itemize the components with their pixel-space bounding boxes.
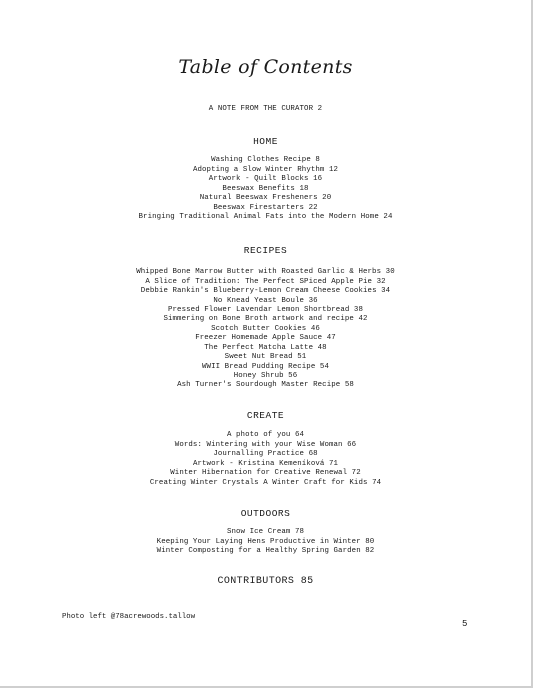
toc-entry: Beeswax Firestarters 22 — [213, 203, 318, 212]
section-heading-recipes: RECIPES — [243, 245, 288, 256]
toc-entry: Natural Beeswax Fresheners 20 — [199, 194, 332, 202]
page-title: Table of Contents — [178, 56, 353, 78]
toc-entry: Adopting a Slow Winter Rhythm 12 — [192, 165, 339, 174]
toc-entry: Simmering on Bone Broth artwork and recipe 42 — [163, 315, 368, 323]
toc-entry: The Perfect Matcha Latte 48 — [204, 343, 327, 352]
toc-entry: Artwork - Kristina Kemeníková 71 — [192, 459, 339, 468]
toc-entry: Bringing Traditional Animal Fats into the Modern Home 24 — [138, 212, 393, 221]
toc-entry: Beeswax Benefits 18 — [222, 184, 309, 193]
toc-entry: Ash Turner's Sourdough Master Recipe 58 — [177, 380, 354, 389]
toc-entry: Pressed Flower Lavendar Lemon Shortbread 38 — [167, 306, 363, 314]
toc-entry: Honey Shrub 56 — [233, 371, 298, 380]
toc-entry: Winter Hibernation for Creative Renewal 72 — [170, 469, 361, 477]
toc-entry: WWII Bread Pudding Recipe 54 — [202, 362, 329, 371]
toc-entry: Creating Winter Crystals A Winter Craft for Kids 74 — [149, 478, 382, 487]
toc-entry: No Knead Yeast Boule 36 — [213, 296, 318, 305]
photo-credit-caption: Photo left @78acrewoods.tallow — [62, 613, 196, 621]
toc-entry: Snow Ice Cream 78 — [226, 528, 305, 536]
toc-entry: Journalling Practice 68 — [213, 450, 318, 458]
toc-entry: Words: Wintering with your Wise Woman 66 — [174, 440, 357, 449]
toc-entry: Scotch Butter Cookies 46 — [211, 324, 320, 333]
toc-entry: Artwork - Quilt Blocks 16 — [208, 175, 323, 183]
toc-entry: Sweet Nut Bread 51 — [224, 353, 307, 361]
toc-entry: Washing Clothes Recipe 8 — [211, 156, 320, 164]
toc-entry: A Slice of Tradition: The Perfect SPiced Apple Pie 32 — [145, 277, 386, 286]
section-heading-create: CREATE — [246, 410, 285, 421]
toc-entry: Debbie Rankin's Blueberry-Lemon Cream Cheese Cookies 34 — [140, 287, 391, 295]
toc-entry: Freezer Homemade Apple Sauce 47 — [195, 334, 336, 342]
curator-note-entry: A NOTE FROM THE CURATOR 2 — [208, 105, 323, 113]
contributors-entry: CONTRIBUTORS 85 — [217, 576, 314, 587]
page-number: 5 — [462, 619, 468, 629]
section-heading-outdoors: OUTDOORS — [240, 508, 291, 519]
toc-entry: Whipped Bone Marrow Butter with Roasted Garlic & Herbs 30 — [136, 268, 395, 276]
toc-entry: A photo of you 64 — [226, 431, 305, 439]
toc-entry: Keeping Your Laying Hens Productive in Winter 80 — [156, 537, 375, 546]
section-heading-home: HOME — [253, 136, 278, 147]
toc-entry: Winter Composting for a Healthy Spring Garden 82 — [156, 547, 375, 555]
